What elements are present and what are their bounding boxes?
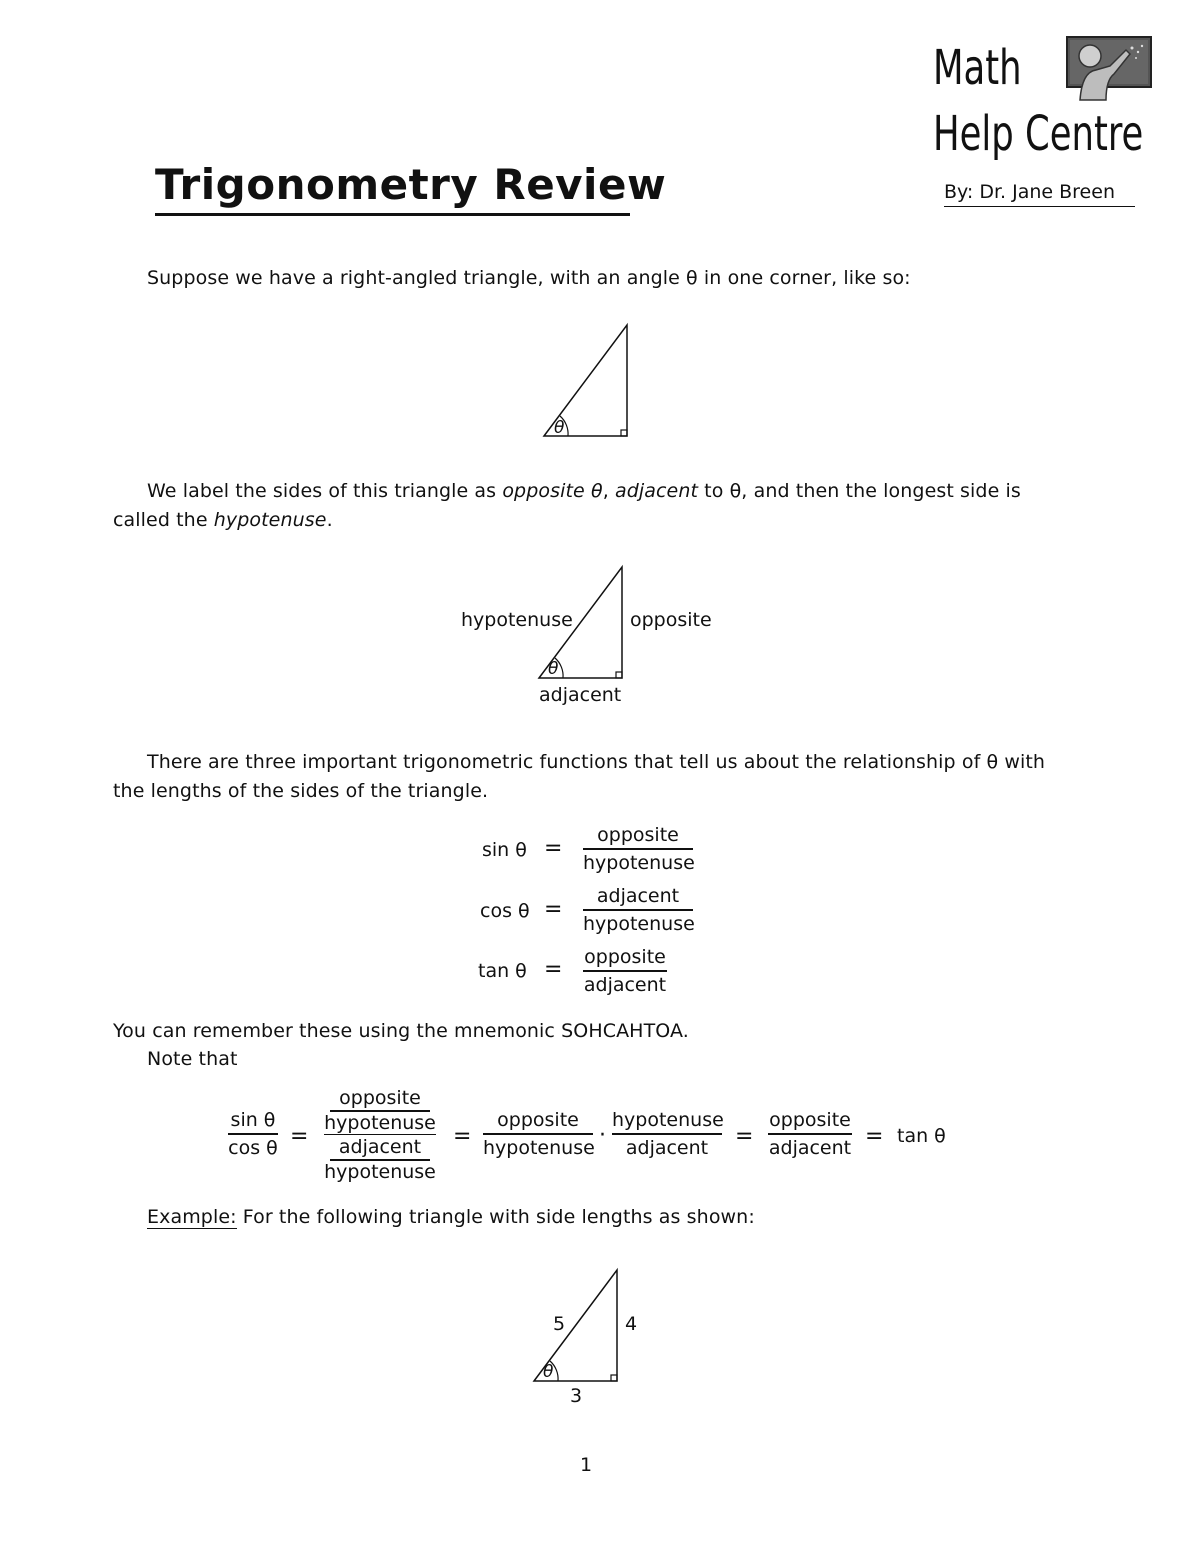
sin-lhs: sin θ (482, 839, 527, 861)
adjacent-length-label: 3 (570, 1385, 583, 1407)
right-triangle-diagram (538, 320, 634, 442)
title-underline (155, 213, 630, 216)
sin-over-cos-fraction (228, 1107, 278, 1161)
text-run: called the (113, 509, 208, 531)
example-label: Example: (147, 1206, 237, 1228)
denominator: cos θ (228, 1136, 278, 1159)
angle-theta-label: θ (548, 659, 559, 679)
angle-theta-label: θ (543, 1362, 554, 1382)
mnemonic-paragraph: You can remember these using the mnemonic SOHCAHTOA. (113, 1020, 689, 1042)
functions-paragraph-line2: the lengths of the sides of the triangle. (113, 780, 489, 802)
opposite-term: opposite θ (502, 480, 603, 502)
page-title: Trigonometry Review (155, 160, 667, 209)
denominator: adjacent (625, 1136, 709, 1159)
page-number: 1 (580, 1454, 593, 1476)
adjacent-term: adjacent (614, 480, 699, 502)
logo-help-centre-text: Help Centre (933, 106, 1144, 162)
adjacent-label: adjacent (539, 684, 622, 706)
opposite-over-adjacent-fraction (768, 1107, 852, 1161)
author-byline: By: Dr. Jane Breen (944, 181, 1115, 203)
intro-paragraph: Suppose we have a right-angled triangle, with an angle θ in one corner, like so: (147, 267, 911, 289)
hypotenuse-length-label: 5 (553, 1313, 566, 1335)
numerator: opposite (497, 1109, 579, 1131)
example-text: For the following triangle with side lengths as shown: (242, 1206, 755, 1228)
numerator: hypotenuse (612, 1109, 724, 1131)
opposite-length-label: 4 (625, 1313, 638, 1335)
denominator: hypotenuse (583, 912, 695, 935)
numerator-numerator: opposite (339, 1087, 421, 1109)
hypotenuse-label: hypotenuse (461, 609, 573, 631)
author-underline (944, 206, 1135, 207)
functions-paragraph-line1: There are three important trigonometric functions that tell us about the relationship of θ with (147, 751, 1046, 773)
cos-lhs: cos θ (480, 900, 530, 922)
denominator: adjacent (583, 973, 667, 996)
cos-fraction (583, 883, 693, 937)
numerator: sin θ (230, 1109, 276, 1131)
equals-sign: = (865, 1124, 884, 1149)
numerator: adjacent (596, 885, 680, 907)
opposite-label: opposite (630, 609, 712, 631)
tan-lhs: tan θ (478, 960, 527, 982)
numerator-denominator: hypotenuse (324, 1111, 436, 1134)
logo-math-text: Math (933, 40, 1022, 96)
text-run: , (602, 480, 609, 502)
opposite-over-hypotenuse-fraction (483, 1107, 593, 1161)
labels-paragraph-line2 (113, 506, 333, 534)
text-run: . (326, 509, 333, 531)
equals-sign: = (290, 1124, 309, 1149)
equals-sign: = (453, 1124, 472, 1149)
compound-fraction (324, 1086, 436, 1183)
numerator: opposite (584, 946, 666, 968)
hypotenuse-over-adjacent-fraction (612, 1107, 722, 1161)
equals-sign: = (544, 836, 563, 861)
note-paragraph: Note that (147, 1048, 238, 1070)
tan-result: tan θ (897, 1125, 946, 1147)
equals-sign: = (735, 1124, 754, 1149)
sin-fraction (583, 822, 693, 876)
teacher-at-chalkboard-icon (1066, 36, 1152, 102)
multiplication-dot: · (599, 1123, 606, 1148)
hypotenuse-term: hypotenuse (213, 509, 327, 531)
denominator: adjacent (768, 1136, 852, 1159)
denominator: hypotenuse (583, 851, 695, 874)
numerator: opposite (769, 1109, 851, 1131)
equals-sign: = (544, 957, 563, 982)
tan-fraction (583, 944, 667, 998)
text-run: We label the sides of this triangle as (147, 480, 497, 502)
text-run: to θ, and then the longest side is (704, 480, 1021, 502)
denominator-numerator: adjacent (338, 1136, 422, 1158)
labels-paragraph-line1 (147, 477, 1021, 505)
equals-sign: = (544, 897, 563, 922)
example-paragraph (147, 1203, 755, 1231)
denominator-denominator: hypotenuse (324, 1160, 436, 1183)
angle-theta-label: θ (554, 418, 565, 438)
denominator: hypotenuse (483, 1136, 595, 1159)
numerator: opposite (597, 824, 679, 846)
